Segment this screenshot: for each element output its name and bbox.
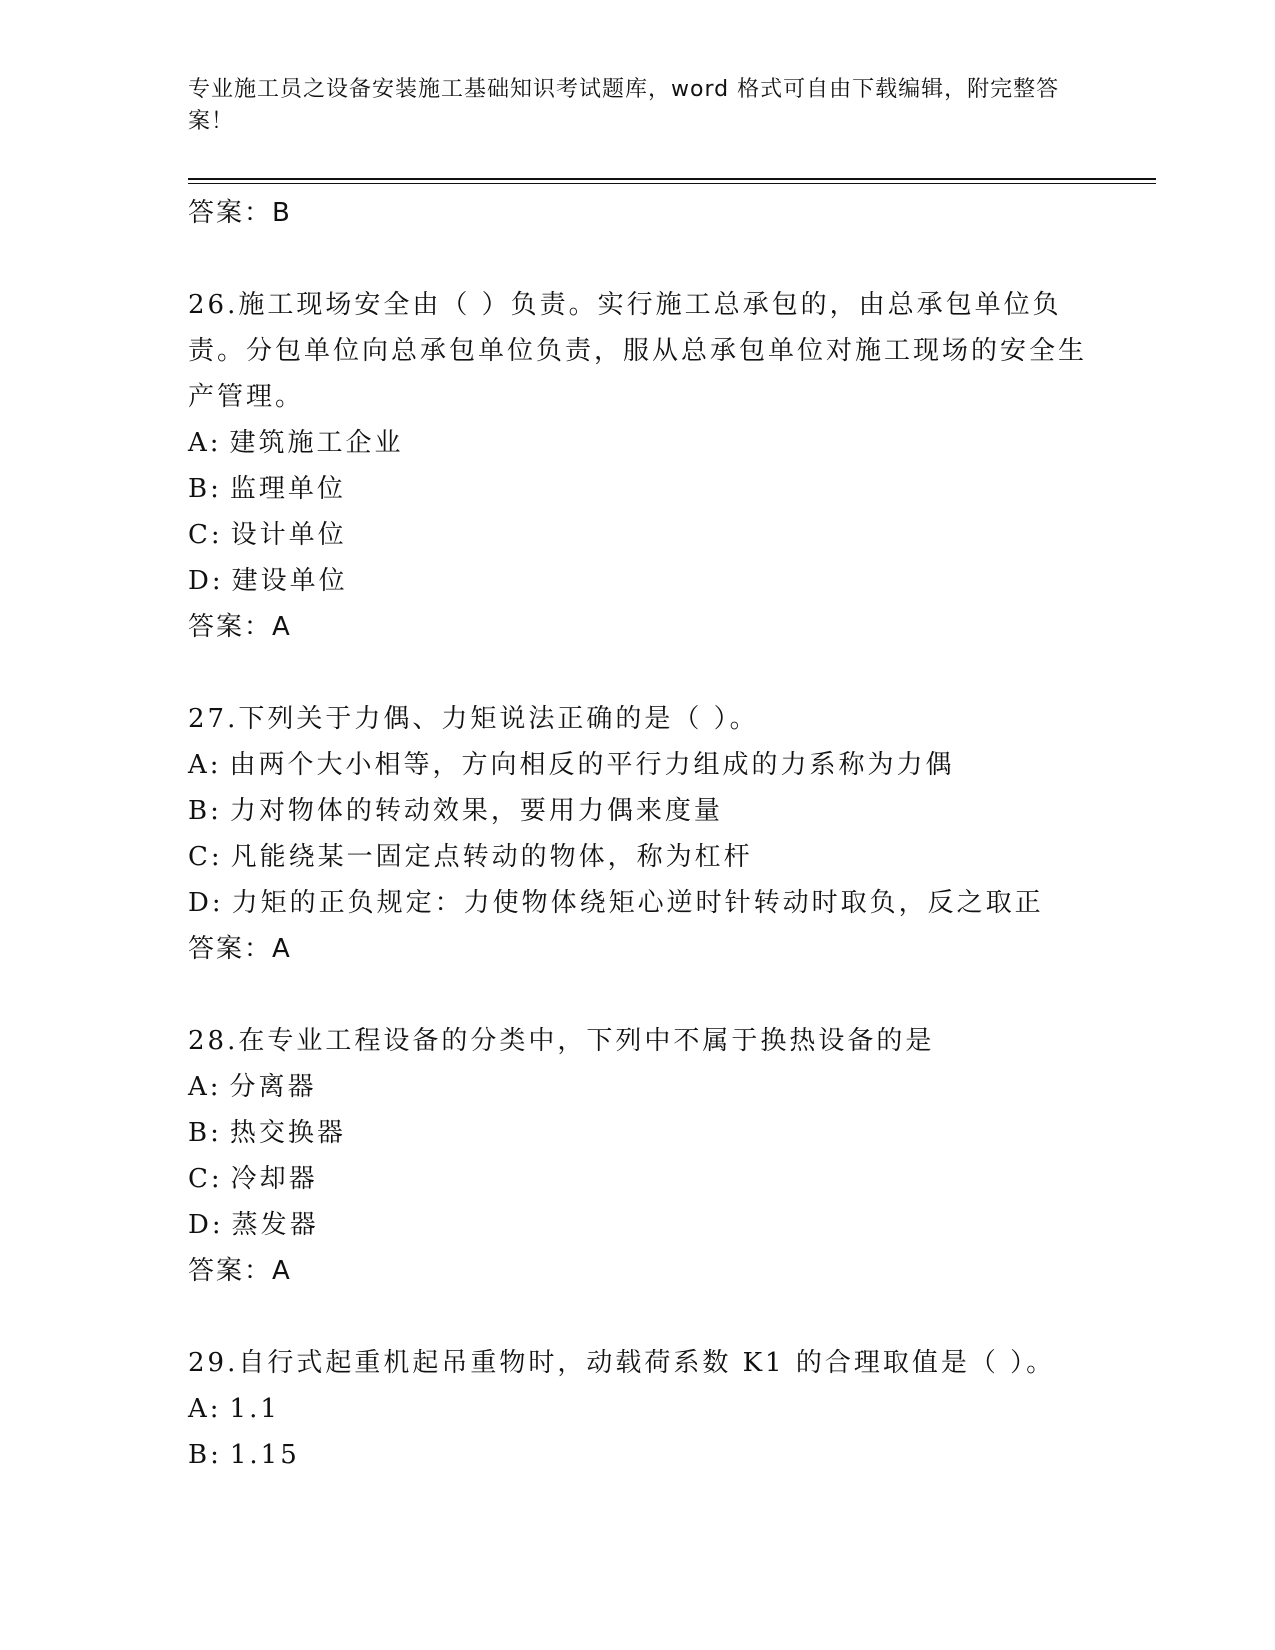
spacer: [188, 650, 1088, 696]
option-c: [188, 834, 1088, 880]
answer-label: 答案：: [188, 1256, 273, 1286]
option-d: [188, 880, 1088, 926]
spacer: [188, 236, 1088, 282]
answer-label: 答案：: [188, 612, 273, 642]
header-rule-thin: [188, 183, 1156, 184]
header-rule: [188, 178, 1156, 180]
option-text: 设计单位: [230, 520, 347, 550]
option-text: 1.15: [229, 1440, 300, 1470]
option-key: B:: [188, 1440, 222, 1470]
option-text: 力对物体的转动效果，要用力偶来度量: [229, 796, 723, 826]
option-key: C:: [188, 842, 223, 872]
spacer: [188, 1294, 1088, 1340]
option-key: A:: [188, 1394, 222, 1424]
option-b: [188, 466, 1088, 512]
option-a: [188, 420, 1088, 466]
answer-value: A: [272, 1256, 290, 1286]
answer-label: 答案：: [188, 934, 273, 964]
question-text: 28.在专业工程设备的分类中，下列中不属于换热设备的是: [188, 1026, 935, 1056]
option-key: D:: [188, 1210, 224, 1240]
option-text: 分离器: [229, 1072, 317, 1102]
option-text: 冷却器: [230, 1164, 318, 1194]
spacer: [188, 972, 1088, 1018]
option-key: B:: [188, 796, 222, 826]
option-b: [188, 788, 1088, 834]
option-key: B:: [188, 1118, 222, 1148]
answer-label: 答案：: [188, 198, 273, 228]
option-key: B:: [188, 474, 222, 504]
answer-value: A: [272, 934, 290, 964]
question-text: 26.施工现场安全由（ ）负责。实行施工总承包的，由总承包单位负责。分包单位向总承包单位负责，服从总承包单位对施工现场的安全生产管理。: [188, 290, 1088, 412]
answer-line: [188, 926, 1088, 972]
answer-line: [188, 604, 1088, 650]
answer-value: A: [272, 612, 290, 642]
answer-line: [188, 190, 1088, 236]
option-c: [188, 1156, 1088, 1202]
option-key: A:: [188, 1072, 222, 1102]
option-c: [188, 512, 1088, 558]
option-text: 由两个大小相等，方向相反的平行力组成的力系称为力偶: [229, 750, 955, 780]
question-text: 29.自行式起重机起吊重物时，动载荷系数 K1 的合理取值是（ ）。: [188, 1348, 1056, 1378]
option-text: 力矩的正负规定：力使物体绕矩心逆时针转动时取负，反之取正: [231, 888, 1044, 918]
option-d: [188, 1202, 1088, 1248]
option-text: 建筑施工企业: [229, 428, 404, 458]
option-key: A:: [188, 428, 222, 458]
option-a: [188, 742, 1088, 788]
option-text: 热交换器: [229, 1118, 346, 1148]
document-header: 专业施工员之设备安装施工基础知识考试题库，word 格式可自由下载编辑，附完整答案！: [188, 77, 1060, 134]
option-text: 蒸发器: [231, 1210, 319, 1240]
option-key: A:: [188, 750, 222, 780]
option-key: D:: [188, 566, 224, 596]
option-text: 凡能绕某一固定点转动的物体，称为杠杆: [230, 842, 753, 872]
option-text: 1.1: [229, 1394, 280, 1424]
answer-line: [188, 1248, 1088, 1294]
question-text: 27.下列关于力偶、力矩说法正确的是（ ）。: [188, 704, 759, 734]
option-a: [188, 1386, 1088, 1432]
option-d: [188, 558, 1088, 604]
option-key: D:: [188, 888, 224, 918]
option-a: [188, 1064, 1088, 1110]
option-b: [188, 1432, 1088, 1478]
option-text: 监理单位: [229, 474, 346, 504]
option-b: [188, 1110, 1088, 1156]
option-key: C:: [188, 520, 223, 550]
option-key: C:: [188, 1164, 223, 1194]
answer-value: B: [272, 198, 290, 228]
option-text: 建设单位: [231, 566, 348, 596]
document-body: [188, 190, 1088, 1478]
